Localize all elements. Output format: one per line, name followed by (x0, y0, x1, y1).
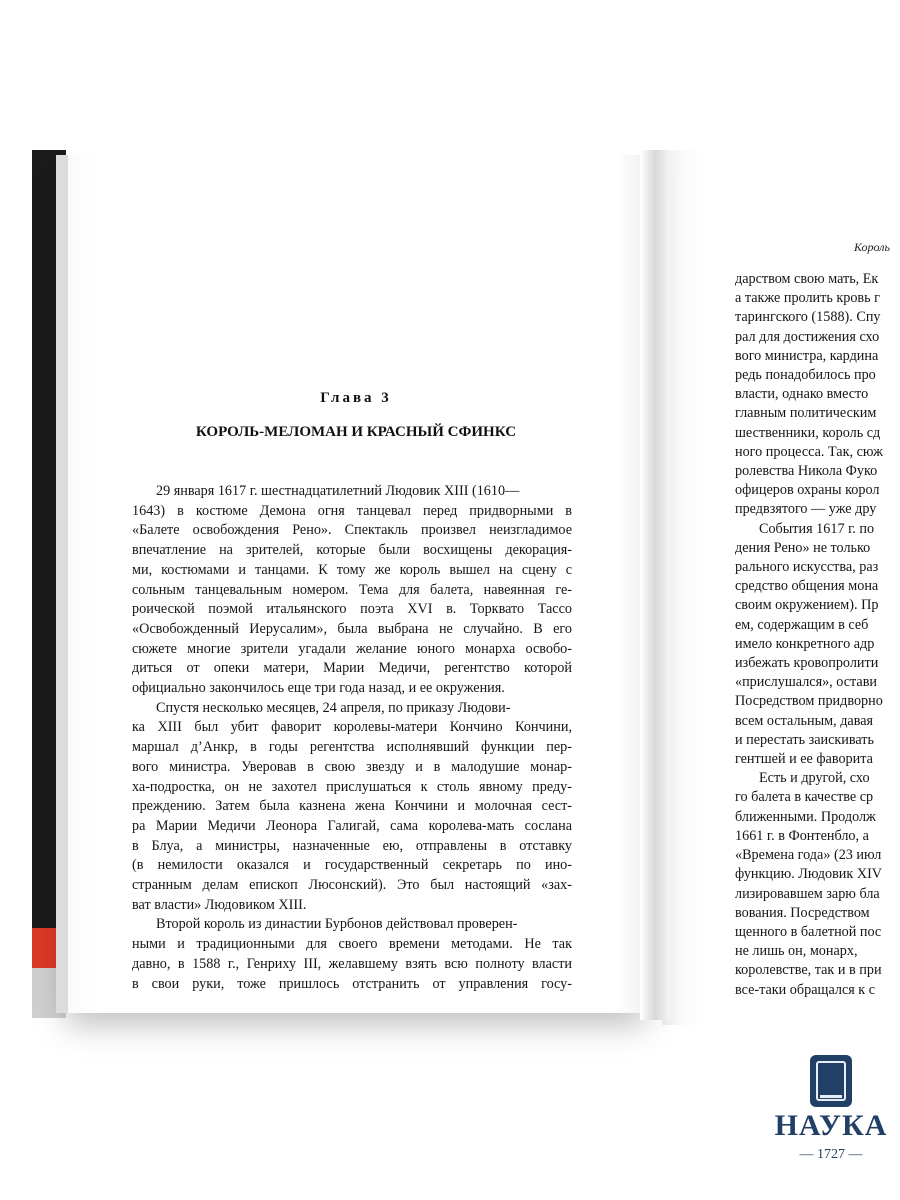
text-line: власти, однако вместо (735, 386, 869, 403)
text-line: го балета в качестве ср (735, 789, 874, 806)
text-line: лизировавшем зарю бла (735, 885, 880, 902)
text-line: тарингского (1588). Спу (735, 309, 881, 326)
book-emblem-icon (810, 1055, 852, 1107)
text-line: Спустя несколько месяцев, 24 апреля, по приказу Людови- (156, 699, 511, 716)
text-line: 1661 г. в Фонтенбло, а (735, 827, 869, 844)
text-line: странным делам епископ Люсонский). Это был настоящий «зах- (132, 877, 572, 894)
text-line: 29 января 1617 г. шестнадцатилетний Людовик XIII (1610— (156, 483, 520, 499)
text-line: гентшей и ее фаворита (735, 751, 873, 768)
text-line: имело конкретного адр (735, 635, 875, 652)
text-line: вого министра, кардина (735, 347, 879, 364)
text-line: Есть и другой, схо (759, 770, 870, 787)
text-line: ными и традиционными для своего времени методами. Не так (132, 936, 572, 953)
text-line: функцию. Людовик XIV (735, 866, 883, 883)
text-line: «Времена года» (23 июл (735, 847, 882, 864)
book-gutter (640, 150, 670, 1020)
text-line: ем, содержащим в себ (735, 616, 869, 633)
text-line: ка XIII был убит фаворит королевы-матери Кончино Кончини, (132, 719, 572, 736)
text-line: предвзятого — уже дру (735, 501, 877, 518)
text-line: избежать кровопролити (735, 655, 879, 672)
text-line: маршал д’Анкр, в годы регентства исполнявший функции пер- (132, 739, 572, 756)
text-line: ролевства Никола Фуко (735, 463, 878, 480)
text-line: сюжете многие зрители угадали желание юного монарха освобо- (132, 640, 572, 657)
text-line: вования. Посредством (735, 904, 870, 921)
chapter-title: КОРОЛЬ-МЕЛОМАН И КРАСНЫЙ СФИНКС (195, 424, 517, 440)
text-line: «прислушался», остави (735, 674, 877, 691)
text-line: главным политическим (735, 405, 877, 422)
text-line: диться от опеки матери, Марии Медичи, регентство которой (132, 660, 572, 677)
chapter-number: Глава 3 (320, 390, 392, 406)
text-line: вого министра. Уверовав в свою звезду и в малодушие монар- (132, 758, 572, 775)
text-line: не лишь он, монарх, (735, 943, 858, 960)
text-line: (в немилости оказался и государственный секретарь по ино- (132, 857, 572, 874)
text-line: все-таки обращался к с (735, 981, 876, 998)
text-line: средство общения мона (735, 578, 879, 595)
left-page-edge (56, 155, 68, 1013)
text-line: дарством свою мать, Ек (735, 271, 879, 287)
text-line: официально закончилось еще три года назад, и ее окружения. (132, 680, 505, 697)
text-line: офицеров охраны корол (735, 482, 880, 499)
text-line: редь понадобилось про (735, 367, 876, 384)
publisher-name: НАУКА (774, 1109, 888, 1142)
text-line: ра Марии Медичи Леонора Галигай, сама королева-мать сослана (132, 817, 572, 834)
text-line: ват власти» Людовиком XIII. (132, 896, 307, 913)
text-line: «Освобожденный Иерусалим», была выбрана не случайно. В его (132, 620, 572, 637)
text-line: Второй король из династии Бурбонов действовал проверен- (156, 916, 518, 933)
text-line: своим окружением). Пр (735, 597, 879, 614)
text-line: всем остальным, давая (735, 712, 874, 729)
text-line: преждению. Затем была казнена жена Кончини и молочная сест- (132, 798, 572, 815)
text-line: рального искусства, раз (735, 559, 879, 576)
text-line: ха-подростка, он не захотел прислушаться к столь явному преду- (132, 778, 572, 795)
text-line: в Блуа, а министры, назначенные ею, отправлены в отставку (132, 837, 572, 854)
running-head: Король (854, 240, 890, 254)
text-line: рал для достижения схо (735, 328, 880, 345)
text-line: ного процесса. Так, сюж (735, 443, 883, 460)
right-page-text (735, 270, 900, 1000)
text-line: ми, костюмами и танцами. К тому же король вышел на сцену с (132, 561, 572, 578)
text-line: ближенными. Продолж (735, 808, 876, 825)
text-line: впечатление на зрителей, которые были восхищены декорация- (132, 542, 572, 559)
text-line: 1643) в костюме Демона огня танцевал перед придворными в (132, 502, 572, 519)
text-line: щенного в балетной пос (735, 923, 882, 940)
text-line: дения Рено» не только (735, 539, 871, 556)
text-line: сольным танцевальным номером. Тема для балета, навеянная ге- (132, 581, 572, 598)
left-page-text (132, 482, 572, 994)
text-line: и перестать заискивать (735, 731, 874, 748)
text-line: События 1617 г. по (759, 520, 875, 537)
text-line: шественники, король сд (735, 424, 881, 441)
text-line: королевстве, так и в при (735, 962, 882, 979)
text-line: давно, в 1588 г., Генриху III, желавшему взять всю полноту власти (132, 955, 572, 972)
text-line: роической поэмой итальянского поэта XVI в. Торквато Тассо (132, 601, 572, 618)
text-line: Посредством придворно (735, 693, 883, 710)
publisher-logo (774, 1055, 892, 1165)
text-line: в свои руки, тоже пришлось отстранить от управления госу- (132, 975, 572, 992)
publisher-year: — 1727 — (799, 1147, 863, 1162)
text-line: «Балете освобождения Рено». Спектакль произвел неизгладимое (132, 522, 572, 539)
text-line: а также пролить кровь г (735, 290, 880, 307)
